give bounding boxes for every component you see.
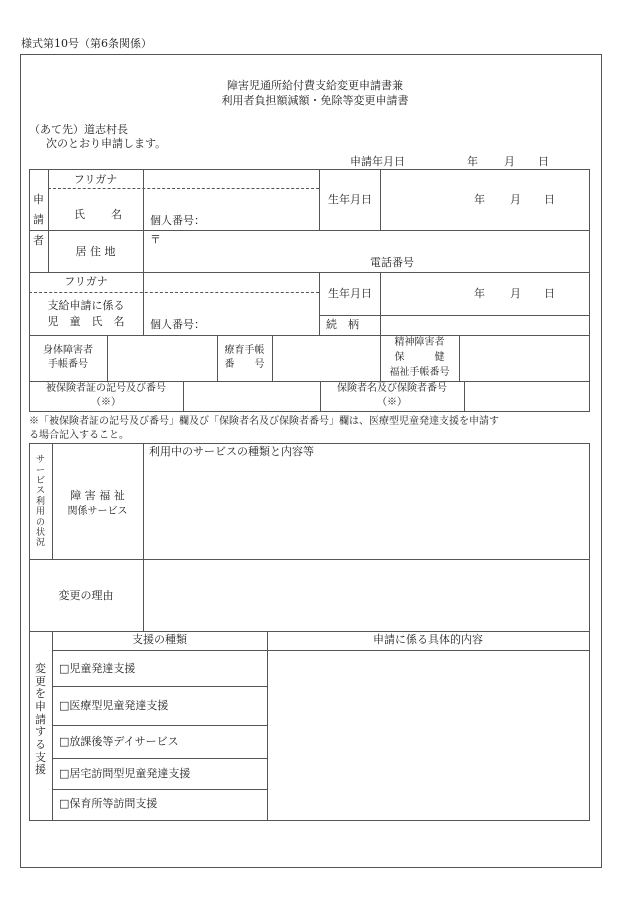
form-title-line2: 利用者負担額減額・免除等変更申請書 <box>221 94 409 107</box>
applicant-birth-day: 日 <box>544 193 555 206</box>
support-detail-header: 申請に係る具体的内容 <box>373 633 483 646</box>
postal-mark: 〒 <box>150 233 161 246</box>
form-title-line1: 障害児通所給付費支給変更申請書兼 <box>227 79 403 92</box>
applicant-birth-year: 年 <box>474 193 485 206</box>
child-name-label-line1: 支給申請に係る <box>47 299 125 312</box>
service-category-label-1: 障 害 福 祉 <box>70 489 125 502</box>
application-date-label: 申請年月日 <box>350 155 405 168</box>
intro-text: 次のとおり申請します。 <box>46 137 167 150</box>
application-date-day: 日 <box>538 155 549 168</box>
addressee: （あて先）道志村長 <box>29 123 128 136</box>
support-type-header: 支援の種類 <box>132 633 187 646</box>
application-date-month: 月 <box>504 155 515 168</box>
service-status-section-label: サ ー ビ ス 利 用 の 状 況 <box>35 455 45 549</box>
applicant-furigana-label: フリガナ <box>73 173 118 186</box>
mental-handbook-label-2: 保 健 <box>394 352 445 363</box>
child-furigana-label: フリガナ <box>64 275 108 288</box>
insured-card-label-2: （※） <box>91 397 121 408</box>
ryoiku-handbook-label-2: 番 号 <box>224 359 265 370</box>
note-line-2: る場合記入すること。 <box>29 430 129 441</box>
insurer-label-2: （※） <box>377 397 407 408</box>
child-personal-number-label: 個人番号： <box>150 318 205 331</box>
change-reason-label: 変更の理由 <box>58 589 114 602</box>
support-change-section-label: 変 更 を 申 請 す る 支 援 <box>35 662 46 777</box>
child-birth-year: 年 <box>474 287 485 300</box>
mental-handbook-label-1: 精神障害者 <box>394 337 445 348</box>
ryoiku-handbook-label-1: 療育手帳 <box>224 345 265 356</box>
note-line-1: ※「被保険者証の記号及び番号」欄及び「保険者名及び保険者番号」欄は、医療型児童発達支援を申請す <box>29 416 499 427</box>
applicant-address-label: 居 住 地 <box>75 245 116 258</box>
support-option-medical-child-development[interactable]: □医療型児童発達支援 <box>59 699 169 712</box>
phone-label: 電話番号 <box>370 256 414 269</box>
child-birthdate-label: 生年月日 <box>328 287 372 300</box>
support-option-child-development[interactable]: □児童発達支援 <box>59 662 136 675</box>
application-date-year: 年 <box>467 155 478 168</box>
relation-label: 続 柄 <box>326 318 359 331</box>
applicant-birth-month: 月 <box>510 193 521 206</box>
applicant-birthdate-label: 生年月日 <box>328 193 372 206</box>
form-number: 様式第10号（第6条関係） <box>21 37 152 50</box>
service-content-header: 利用中のサービスの種類と内容等 <box>149 445 314 458</box>
mental-handbook-label-3: 福祉手帳番号 <box>389 367 450 378</box>
support-option-home-visit-development[interactable]: □居宅訪問型児童発達支援 <box>59 767 191 780</box>
insured-card-label-1: 被保険者証の記号及び番号 <box>46 383 166 394</box>
insurer-label-1: 保険者名及び保険者番号 <box>337 383 447 394</box>
child-birth-month: 月 <box>510 287 521 300</box>
physical-handbook-label-2: 手帳番号 <box>48 359 88 370</box>
applicant-name-label: 氏 名 <box>74 208 122 221</box>
service-category-label-2: 関係サービス <box>67 506 128 517</box>
applicant-section-label: 申 請 者 <box>33 192 44 247</box>
child-birth-day: 日 <box>544 287 555 300</box>
physical-handbook-label-1: 身体障害者 <box>43 345 93 356</box>
support-option-nursery-visit-support[interactable]: □保育所等訪問支援 <box>59 797 158 810</box>
support-option-after-school-day-service[interactable]: □放課後等デイサービス <box>59 735 179 748</box>
child-name-label-line2: 児 童 氏 名 <box>47 315 125 328</box>
applicant-personal-number-label: 個人番号： <box>150 214 205 227</box>
